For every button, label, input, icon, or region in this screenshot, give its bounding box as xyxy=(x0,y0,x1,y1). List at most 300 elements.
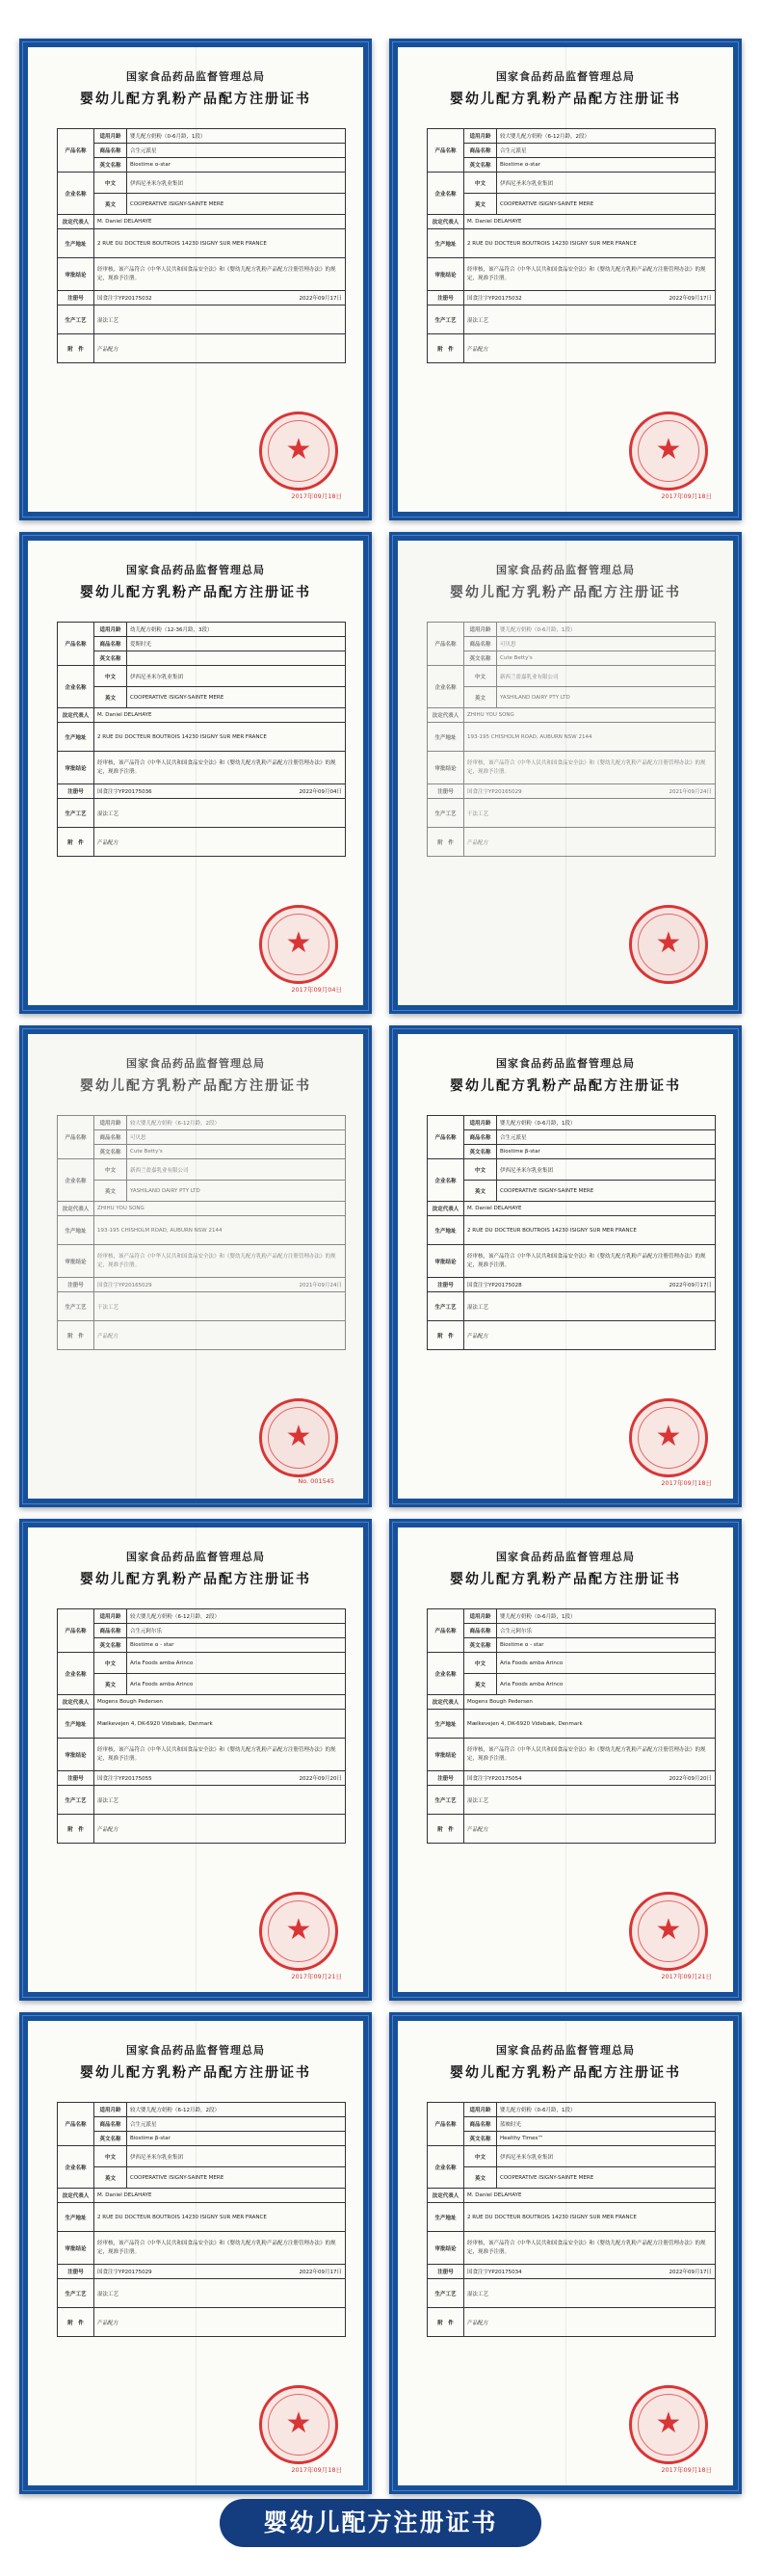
company-english-value: COOPERATIVE ISIGNY-SAINTE MERE xyxy=(127,194,346,215)
certificate-paper xyxy=(398,1527,733,1992)
validity-date: 2022年09月20日 xyxy=(299,1776,342,1782)
english-name-label: 英文名称 xyxy=(94,2132,127,2146)
address-label: 生产地址 xyxy=(428,2203,464,2232)
reg-no-row xyxy=(464,1278,716,1292)
name-value: 可贝思 xyxy=(497,637,716,651)
approval-label: 审批结论 xyxy=(428,2232,464,2265)
reg-no-value: 国食注字YP20175032 xyxy=(97,296,152,302)
english-name-value: Healthy Times™ xyxy=(497,2132,716,2146)
official-seal-icon: ★ xyxy=(629,1398,708,1477)
process-label: 生产工艺 xyxy=(58,799,94,828)
company-english-value: Arla Foods amba Arinco xyxy=(127,1674,346,1695)
approval-label: 审批结论 xyxy=(428,258,464,291)
approval-label: 审批结论 xyxy=(58,1739,94,1771)
company-name-label: 企业名称 xyxy=(428,1653,464,1695)
english-name-label: 英文名称 xyxy=(464,651,497,666)
approval-text: 经审核，该产品符合《中华人民共和国食品安全法》和《婴幼儿配方乳粉产品配方注册管理办法》的规定，现准予注册。 xyxy=(94,2232,346,2265)
certificate-frame xyxy=(19,39,372,520)
reg-no-label: 注册号 xyxy=(58,1771,94,1786)
reg-no-label: 注册号 xyxy=(58,2265,94,2279)
address-label: 生产地址 xyxy=(58,1710,94,1739)
process-value: 干法工艺 xyxy=(464,799,716,828)
attachment-label: 附 件 xyxy=(58,334,94,363)
certificate-title: 婴幼儿配方乳粉产品配方注册证书 xyxy=(450,1572,681,1587)
legal-rep-label: 法定代表人 xyxy=(58,708,94,723)
process-label: 生产工艺 xyxy=(58,2279,94,2308)
english-name-value: Biostime α - star xyxy=(497,1638,716,1653)
applicable-value: 较大婴儿配方奶粉（6-12月龄，2段） xyxy=(127,1609,346,1624)
stamp-date: 2017年09月21日 xyxy=(661,1973,712,1980)
company-english-label: 英文 xyxy=(94,2167,127,2189)
reg-no-label: 注册号 xyxy=(428,784,464,799)
name-value: 合生元阿尔乐 xyxy=(127,1624,346,1638)
approval-text: 经审核，该产品符合《中华人民共和国食品安全法》和《婴幼儿配方乳粉产品配方注册管理办法》的规定，现准予注册。 xyxy=(94,1245,346,1278)
address-value: Mælkevejen 4, DK-6920 Videbæk, Denmark xyxy=(94,1710,346,1739)
name-label: 商品名称 xyxy=(94,637,127,651)
validity-date: 2022年09月17日 xyxy=(669,2270,712,2275)
name-label: 商品名称 xyxy=(464,1624,497,1638)
process-value: 湿法工艺 xyxy=(94,799,346,828)
approval-label: 审批结论 xyxy=(58,258,94,291)
company-english-label: 英文 xyxy=(94,1181,127,1202)
certificate-title: 婴幼儿配方乳粉产品配方注册证书 xyxy=(450,92,681,107)
process-label: 生产工艺 xyxy=(58,1786,94,1815)
company-chinese-value: 伊西尼圣米尔乳业集团 xyxy=(127,666,346,687)
official-seal-icon: ★ xyxy=(259,1398,338,1477)
company-name-label: 企业名称 xyxy=(58,173,94,215)
company-chinese-value: 伊西尼圣米尔乳业集团 xyxy=(497,2146,716,2167)
certificate-title: 婴幼儿配方乳粉产品配方注册证书 xyxy=(80,92,311,107)
applicable-label: 适用月龄 xyxy=(464,1609,497,1624)
reg-no-value: 国食注字YP20175032 xyxy=(467,296,522,302)
attachment-label: 附 件 xyxy=(58,828,94,857)
legal-rep-value: ZHIHU YOU SONG xyxy=(464,708,716,723)
certificate-header xyxy=(398,541,733,601)
process-value: 湿法工艺 xyxy=(464,1292,716,1321)
name-value: 合生元派星 xyxy=(497,1130,716,1145)
agency-name: 国家食品药品监督管理总局 xyxy=(496,1057,635,1070)
applicable-value: 较大婴儿配方奶粉（6-12月龄，2段） xyxy=(497,129,716,144)
attachment-label: 附 件 xyxy=(428,334,464,363)
company-chinese-label: 中文 xyxy=(94,2146,127,2167)
legal-rep-label: 法定代表人 xyxy=(58,215,94,229)
approval-label: 审批结论 xyxy=(428,752,464,784)
approval-text: 经审核，该产品符合《中华人民共和国食品安全法》和《婴幼儿配方乳粉产品配方注册管理办法》的规定，现准予注册。 xyxy=(94,1739,346,1771)
name-value: 爱斯时光 xyxy=(127,637,346,651)
certificate-header xyxy=(28,1527,363,1588)
company-chinese-value: Arla Foods amba Arinco xyxy=(127,1653,346,1674)
name-value: 合生元阿尔乐 xyxy=(497,1624,716,1638)
product-name-label: 产品名称 xyxy=(58,2103,94,2146)
english-name-label: 英文名称 xyxy=(94,158,127,173)
company-chinese-value: 伊西尼圣米尔乳业集团 xyxy=(497,173,716,194)
certificate-table xyxy=(57,1115,346,1350)
attachment-label: 附 件 xyxy=(428,2308,464,2337)
stamp-date: 2017年09月04日 xyxy=(291,986,342,994)
validity-date: 2022年09月17日 xyxy=(299,296,342,302)
applicable-value: 婴儿配方奶粉（0-6月龄，1段） xyxy=(497,1609,716,1624)
certificate-table xyxy=(427,622,716,857)
attachment-label: 附 件 xyxy=(428,1321,464,1350)
english-name-label: 英文名称 xyxy=(464,1145,497,1159)
product-name-label: 产品名称 xyxy=(58,129,94,173)
official-seal-icon: ★ xyxy=(629,412,708,491)
applicable-value: 幼儿配方奶粉（12-36月龄，3段） xyxy=(127,623,346,637)
address-value: 193-195 CHISHOLM ROAD, AUBURN NSW 2144 xyxy=(464,723,716,752)
stamp-date: 2017年09月18日 xyxy=(291,2466,342,2474)
certificate-frame xyxy=(19,1519,372,2001)
address-label: 生产地址 xyxy=(58,723,94,752)
name-value: 合生元派星 xyxy=(497,144,716,158)
agency-name: 国家食品药品监督管理总局 xyxy=(126,564,265,576)
legal-rep-value: Mogens Bough Pedersen xyxy=(94,1695,346,1710)
certificate-paper xyxy=(28,47,363,512)
company-english-value: YASHILAND DAIRY PTY LTD xyxy=(497,687,716,708)
attachment-value: 产品配方 xyxy=(464,1815,716,1844)
reg-no-label: 注册号 xyxy=(428,1278,464,1292)
page-banner: 婴幼儿配方注册证书 xyxy=(220,2499,541,2547)
english-name-label: 英文名称 xyxy=(464,2132,497,2146)
company-name-label: 企业名称 xyxy=(428,666,464,708)
company-name-label: 企业名称 xyxy=(428,2146,464,2189)
reg-no-label: 注册号 xyxy=(428,291,464,305)
process-label: 生产工艺 xyxy=(428,1786,464,1815)
company-english-label: 英文 xyxy=(94,687,127,708)
company-english-value: Arla Foods amba Arinco xyxy=(497,1674,716,1695)
reg-no-value: 国食注字YP20165029 xyxy=(97,1283,152,1288)
company-name-label: 企业名称 xyxy=(428,1159,464,1202)
company-chinese-label: 中文 xyxy=(464,666,497,687)
company-chinese-value: 伊西尼圣米尔乳业集团 xyxy=(127,173,346,194)
applicable-label: 适用月龄 xyxy=(464,2103,497,2117)
legal-rep-value: M. Daniel DELAHAYE xyxy=(94,215,346,229)
applicable-label: 适用月龄 xyxy=(464,1116,497,1130)
process-label: 生产工艺 xyxy=(428,799,464,828)
product-name-label: 产品名称 xyxy=(428,129,464,173)
validity-date: 2022年09月17日 xyxy=(299,2270,342,2275)
reg-no-label: 注册号 xyxy=(58,291,94,305)
name-value: 合生元派星 xyxy=(127,144,346,158)
official-seal-icon: ★ xyxy=(259,2385,338,2464)
reg-no-row xyxy=(94,2265,346,2279)
product-name-label: 产品名称 xyxy=(58,623,94,666)
certificate-title: 婴幼儿配方乳粉产品配方注册证书 xyxy=(450,1078,681,1094)
english-name-label: 英文名称 xyxy=(94,651,127,666)
approval-label: 审批结论 xyxy=(58,752,94,784)
english-name-label: 英文名称 xyxy=(94,1638,127,1653)
process-label: 生产工艺 xyxy=(58,1292,94,1321)
serial-number: No. 001545 xyxy=(298,1477,334,1485)
company-english-value: COOPERATIVE ISIGNY-SAINTE MERE xyxy=(127,2167,346,2189)
legal-rep-label: 法定代表人 xyxy=(58,1202,94,1216)
certificate-frame xyxy=(389,39,742,520)
address-value: 193-195 CHISHOLM ROAD, AUBURN NSW 2144 xyxy=(94,1216,346,1245)
certificate-title: 婴幼儿配方乳粉产品配方注册证书 xyxy=(80,1572,311,1587)
attachment-value: 产品配方 xyxy=(464,1321,716,1350)
attachment-value: 产品配方 xyxy=(464,334,716,363)
certificate-header xyxy=(28,541,363,601)
attachment-value: 产品配方 xyxy=(94,334,346,363)
name-label: 商品名称 xyxy=(464,637,497,651)
certificate-table xyxy=(57,1608,346,1844)
legal-rep-label: 法定代表人 xyxy=(428,1202,464,1216)
attachment-value: 产品配方 xyxy=(464,2308,716,2337)
agency-name: 国家食品药品监督管理总局 xyxy=(126,70,265,83)
name-label: 商品名称 xyxy=(94,1624,127,1638)
company-name-label: 企业名称 xyxy=(58,1653,94,1695)
company-name-label: 企业名称 xyxy=(58,1159,94,1202)
applicable-label: 适用月龄 xyxy=(94,1116,127,1130)
company-english-value: COOPERATIVE ISIGNY-SAINTE MERE xyxy=(497,194,716,215)
validity-date: 2021年09月24日 xyxy=(299,1283,342,1288)
certificate-frame xyxy=(389,2012,742,2494)
reg-no-value: 国食注字YP20175036 xyxy=(97,789,152,795)
certificate-title: 婴幼儿配方乳粉产品配方注册证书 xyxy=(450,2065,681,2081)
certificate-table xyxy=(427,2102,716,2337)
validity-date: 2021年09月24日 xyxy=(669,789,712,795)
name-label: 商品名称 xyxy=(464,1130,497,1145)
approval-label: 审批结论 xyxy=(58,2232,94,2265)
address-label: 生产地址 xyxy=(428,723,464,752)
certificate-header xyxy=(398,1527,733,1588)
company-chinese-label: 中文 xyxy=(464,1159,497,1181)
attachment-value: 产品配方 xyxy=(464,828,716,857)
legal-rep-label: 法定代表人 xyxy=(428,2189,464,2203)
official-seal-icon: ★ xyxy=(259,905,338,984)
name-label: 商品名称 xyxy=(94,144,127,158)
company-english-label: 英文 xyxy=(464,2167,497,2189)
company-english-value: YASHILAND DAIRY PTY LTD xyxy=(127,1181,346,1202)
certificate-frame xyxy=(389,532,742,1014)
name-value: 可贝思 xyxy=(127,1130,346,1145)
official-seal-icon: ★ xyxy=(259,1892,338,1971)
address-value: 2 RUE DU DOCTEUR BOUTROIS 14230 ISIGNY SUR MER FRANCE xyxy=(94,723,346,752)
company-chinese-value: 新西兰盈嘉乳业有限公司 xyxy=(127,1159,346,1181)
legal-rep-value: ZHIHU YOU SONG xyxy=(94,1202,346,1216)
certificate-frame xyxy=(19,1025,372,1507)
certificate-header xyxy=(398,1034,733,1095)
legal-rep-value: M. Daniel DELAHAYE xyxy=(464,2189,716,2203)
address-label: 生产地址 xyxy=(58,1216,94,1245)
applicable-label: 适用月龄 xyxy=(464,129,497,144)
certificate-title: 婴幼儿配方乳粉产品配方注册证书 xyxy=(80,1078,311,1094)
approval-label: 审批结论 xyxy=(428,1245,464,1278)
applicable-value: 婴儿配方奶粉（0-6月龄，1段） xyxy=(497,623,716,637)
address-label: 生产地址 xyxy=(58,229,94,258)
process-value: 湿法工艺 xyxy=(464,1786,716,1815)
agency-name: 国家食品药品监督管理总局 xyxy=(496,70,635,83)
company-english-label: 英文 xyxy=(464,194,497,215)
company-chinese-label: 中文 xyxy=(94,1653,127,1674)
legal-rep-value: M. Daniel DELAHAYE xyxy=(464,215,716,229)
validity-date: 2022年09月17日 xyxy=(669,296,712,302)
reg-no-row xyxy=(464,291,716,305)
address-value: 2 RUE DU DOCTEUR BOUTROIS 14230 ISIGNY SUR MER FRANCE xyxy=(464,2203,716,2232)
process-value: 湿法工艺 xyxy=(464,305,716,334)
applicable-value: 婴儿配方奶粉（0-6月龄，1段） xyxy=(497,2103,716,2117)
approval-text: 经审核，该产品符合《中华人民共和国食品安全法》和《婴幼儿配方乳粉产品配方注册管理办法》的规定，现准予注册。 xyxy=(464,2232,716,2265)
stamp-date: 2017年09月21日 xyxy=(291,1973,342,1980)
attachment-label: 附 件 xyxy=(58,1815,94,1844)
product-name-label: 产品名称 xyxy=(58,1116,94,1159)
reg-no-value: 国食注字YP20175028 xyxy=(467,1283,522,1288)
validity-date: 2022年09月17日 xyxy=(669,1283,712,1288)
legal-rep-label: 法定代表人 xyxy=(428,708,464,723)
address-value: 2 RUE DU DOCTEUR BOUTROIS 14230 ISIGNY SUR MER FRANCE xyxy=(464,229,716,258)
certificate-frame xyxy=(19,532,372,1014)
legal-rep-label: 法定代表人 xyxy=(428,1695,464,1710)
agency-name: 国家食品药品监督管理总局 xyxy=(496,2044,635,2057)
applicable-value: 婴儿配方奶粉（0-6月龄，1段） xyxy=(497,1116,716,1130)
english-name-label: 英文名称 xyxy=(94,1145,127,1159)
official-seal-icon: ★ xyxy=(629,905,708,984)
legal-rep-label: 法定代表人 xyxy=(58,1695,94,1710)
name-label: 商品名称 xyxy=(464,2117,497,2132)
company-english-label: 英文 xyxy=(464,1674,497,1695)
reg-no-row xyxy=(464,1771,716,1786)
address-label: 生产地址 xyxy=(428,1216,464,1245)
agency-name: 国家食品药品监督管理总局 xyxy=(126,1551,265,1563)
process-value: 湿法工艺 xyxy=(94,2279,346,2308)
reg-no-value: 国食注字YP20175034 xyxy=(467,2270,522,2275)
process-label: 生产工艺 xyxy=(428,1292,464,1321)
attachment-label: 附 件 xyxy=(428,828,464,857)
address-value: 2 RUE DU DOCTEUR BOUTROIS 14230 ISIGNY SUR MER FRANCE xyxy=(94,229,346,258)
company-name-label: 企业名称 xyxy=(58,2146,94,2189)
legal-rep-value: Mogens Bough Pedersen xyxy=(464,1695,716,1710)
reg-no-row xyxy=(94,784,346,799)
process-label: 生产工艺 xyxy=(428,2279,464,2308)
certificate-table xyxy=(57,2102,346,2337)
certificate-frame xyxy=(389,1025,742,1507)
english-name-label: 英文名称 xyxy=(464,1638,497,1653)
reg-no-row xyxy=(94,1771,346,1786)
certificate-frame xyxy=(19,2012,372,2494)
company-chinese-label: 中文 xyxy=(94,666,127,687)
company-chinese-value: 伊西尼圣米尔乳业集团 xyxy=(127,2146,346,2167)
attachment-value: 产品配方 xyxy=(94,1321,346,1350)
english-name-value: Biostime β-star xyxy=(497,1145,716,1159)
name-value: 蓝映时光 xyxy=(497,2117,716,2132)
legal-rep-value: M. Daniel DELAHAYE xyxy=(464,1202,716,1216)
english-name-value: Cute Betty's xyxy=(127,1145,346,1159)
official-seal-icon: ★ xyxy=(629,2385,708,2464)
legal-rep-label: 法定代表人 xyxy=(428,215,464,229)
certificate-table xyxy=(57,128,346,363)
english-name-value xyxy=(127,651,346,666)
product-name-label: 产品名称 xyxy=(428,1609,464,1653)
company-name-label: 企业名称 xyxy=(58,666,94,708)
legal-rep-label: 法定代表人 xyxy=(58,2189,94,2203)
certificate-header xyxy=(28,1034,363,1095)
certificate-paper xyxy=(398,541,733,1005)
certificate-title: 婴幼儿配方乳粉产品配方注册证书 xyxy=(450,585,681,600)
name-label: 商品名称 xyxy=(94,2117,127,2132)
reg-no-row xyxy=(464,2265,716,2279)
address-value: 2 RUE DU DOCTEUR BOUTROIS 14230 ISIGNY SUR MER FRANCE xyxy=(94,2203,346,2232)
english-name-label: 英文名称 xyxy=(464,158,497,173)
agency-name: 国家食品药品监督管理总局 xyxy=(496,1551,635,1563)
legal-rep-value: M. Daniel DELAHAYE xyxy=(94,708,346,723)
reg-no-value: 国食注字YP20175055 xyxy=(97,1776,152,1782)
agency-name: 国家食品药品监督管理总局 xyxy=(126,1057,265,1070)
process-value: 湿法工艺 xyxy=(94,1786,346,1815)
approval-text: 经审核，该产品符合《中华人民共和国食品安全法》和《婴幼儿配方乳粉产品配方注册管理办法》的规定，现准予注册。 xyxy=(464,1739,716,1771)
company-chinese-value: Arla Foods amba Arinco xyxy=(497,1653,716,1674)
english-name-value: Biostime α-star xyxy=(497,158,716,173)
applicable-label: 适用月龄 xyxy=(94,1609,127,1624)
certificate-paper xyxy=(28,1527,363,1992)
approval-label: 审批结论 xyxy=(58,1245,94,1278)
process-value: 干法工艺 xyxy=(94,1292,346,1321)
applicable-value: 婴儿配方奶粉（0-6月龄，1段） xyxy=(127,129,346,144)
certificate-paper xyxy=(28,1034,363,1499)
validity-date: 2022年09月04日 xyxy=(299,789,342,795)
attachment-value: 产品配方 xyxy=(94,828,346,857)
address-value: Mælkevejen 4, DK-6920 Videbæk, Denmark xyxy=(464,1710,716,1739)
reg-no-label: 注册号 xyxy=(58,1278,94,1292)
english-name-value: Cute Betty's xyxy=(497,651,716,666)
company-chinese-value: 伊西尼圣米尔乳业集团 xyxy=(497,1159,716,1181)
product-name-label: 产品名称 xyxy=(428,1116,464,1159)
reg-no-row xyxy=(464,784,716,799)
company-english-value: COOPERATIVE ISIGNY-SAINTE MERE xyxy=(127,687,346,708)
agency-name: 国家食品药品监督管理总局 xyxy=(126,2044,265,2057)
approval-text: 经审核，该产品符合《中华人民共和国食品安全法》和《婴幼儿配方乳粉产品配方注册管理办法》的规定，现准予注册。 xyxy=(464,258,716,291)
attachment-label: 附 件 xyxy=(58,2308,94,2337)
approval-text: 经审核，该产品符合《中华人民共和国食品安全法》和《婴幼儿配方乳粉产品配方注册管理办法》的规定，现准予注册。 xyxy=(94,258,346,291)
company-chinese-value: 新西兰盈嘉乳业有限公司 xyxy=(497,666,716,687)
certificate-paper xyxy=(398,2021,733,2485)
certificate-header xyxy=(398,47,733,108)
approval-text: 经审核，该产品符合《中华人民共和国食品安全法》和《婴幼儿配方乳粉产品配方注册管理办法》的规定，现准予注册。 xyxy=(94,752,346,784)
company-english-label: 英文 xyxy=(464,1181,497,1202)
company-chinese-label: 中文 xyxy=(464,2146,497,2167)
company-chinese-label: 中文 xyxy=(464,173,497,194)
address-value: 2 RUE DU DOCTEUR BOUTROIS 14230 ISIGNY SUR MER FRANCE xyxy=(464,1216,716,1245)
stamp-date: 2017年09月18日 xyxy=(661,492,712,500)
company-english-label: 英文 xyxy=(94,1674,127,1695)
certificate-header xyxy=(28,2021,363,2082)
english-name-value: Biostime α - star xyxy=(127,1638,346,1653)
applicable-value: 较大婴儿配方奶粉（6-12月龄，2段） xyxy=(127,1116,346,1130)
company-chinese-label: 中文 xyxy=(464,1653,497,1674)
validity-date: 2022年09月20日 xyxy=(669,1776,712,1782)
certificate-title: 婴幼儿配方乳粉产品配方注册证书 xyxy=(80,585,311,600)
official-seal-icon: ★ xyxy=(629,1892,708,1971)
process-label: 生产工艺 xyxy=(428,305,464,334)
product-name-label: 产品名称 xyxy=(58,1609,94,1653)
reg-no-value: 国食注字YP20175029 xyxy=(97,2270,152,2275)
official-seal-icon: ★ xyxy=(259,412,338,491)
address-label: 生产地址 xyxy=(428,229,464,258)
company-name-label: 企业名称 xyxy=(428,173,464,215)
process-value: 湿法工艺 xyxy=(464,2279,716,2308)
stamp-date: 2017年09月18日 xyxy=(291,492,342,500)
address-label: 生产地址 xyxy=(58,2203,94,2232)
company-english-label: 英文 xyxy=(464,687,497,708)
applicable-label: 适用月龄 xyxy=(94,623,127,637)
certificate-table xyxy=(427,1115,716,1350)
product-name-label: 产品名称 xyxy=(428,623,464,666)
certificate-paper xyxy=(28,2021,363,2485)
company-english-value: COOPERATIVE ISIGNY-SAINTE MERE xyxy=(497,1181,716,1202)
reg-no-label: 注册号 xyxy=(428,1771,464,1786)
reg-no-label: 注册号 xyxy=(58,784,94,799)
attachment-value: 产品配方 xyxy=(94,1815,346,1844)
certificate-table xyxy=(427,1608,716,1844)
certificate-header xyxy=(28,47,363,108)
